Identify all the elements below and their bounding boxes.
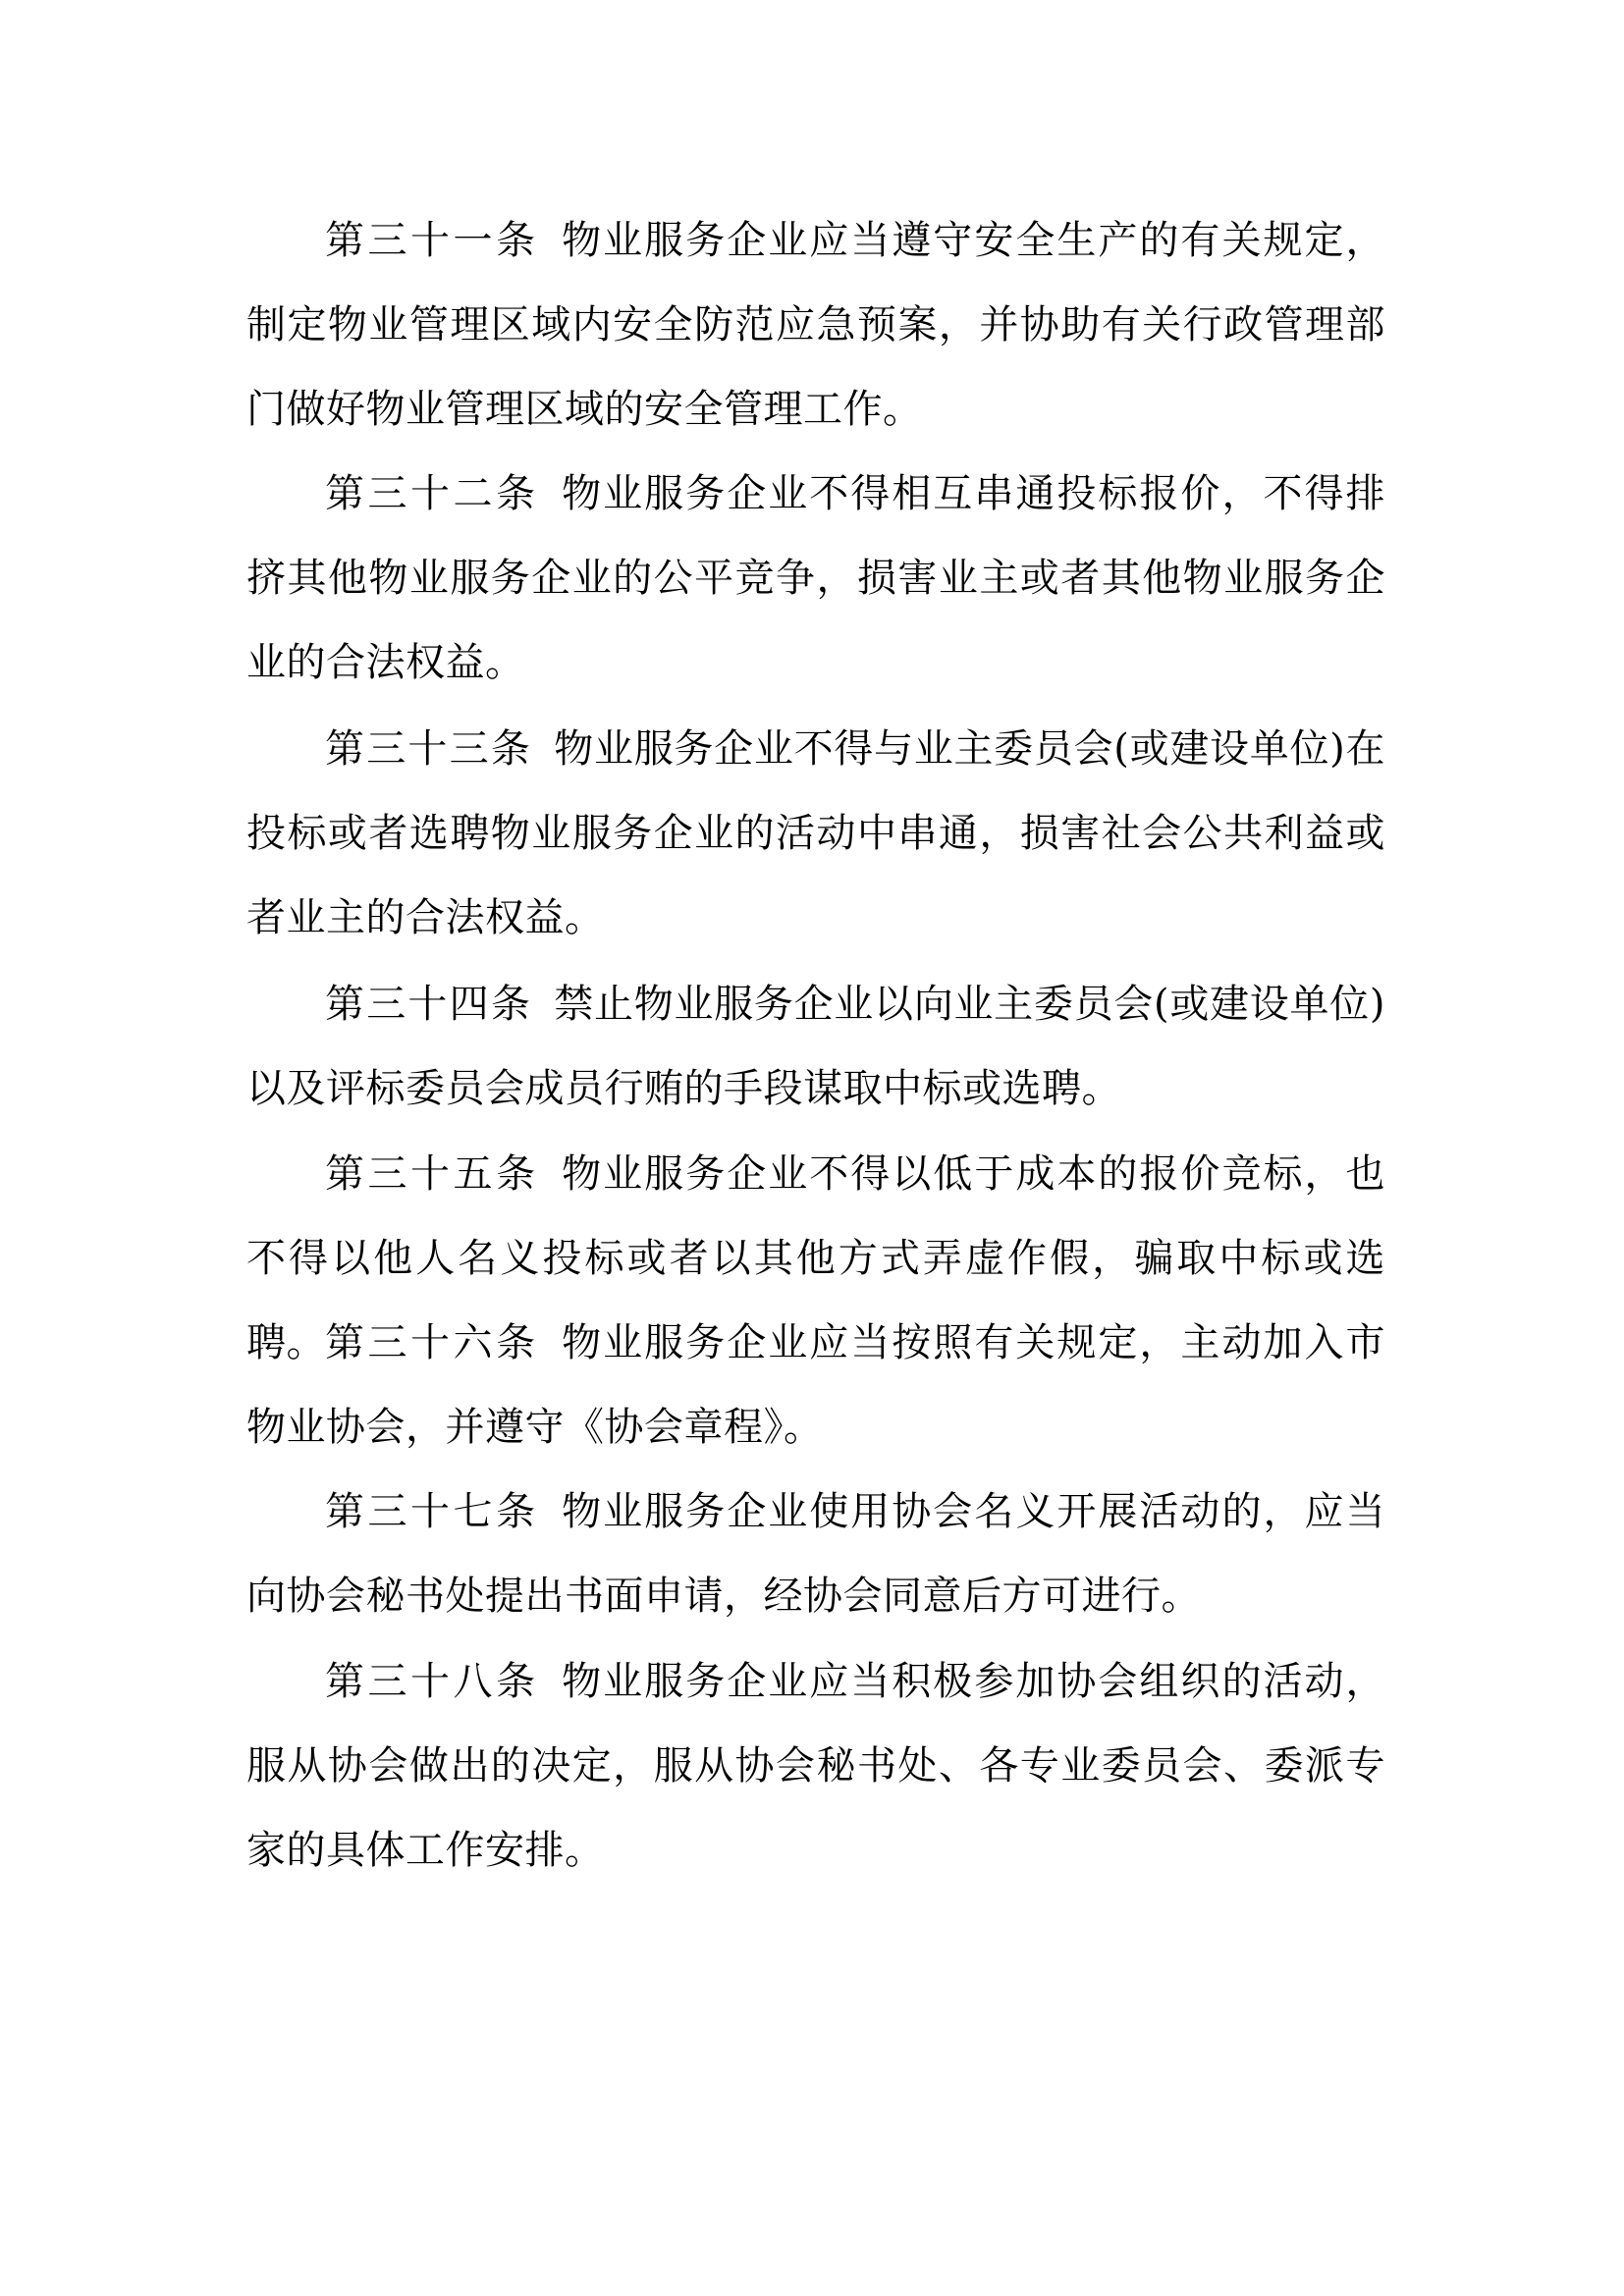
article-31	[246, 198, 1385, 452]
article-33	[246, 707, 1385, 960]
article-37	[246, 1469, 1385, 1638]
article-number: 第三十六条	[325, 1320, 539, 1365]
article-number: 第三十二条	[325, 471, 539, 516]
article-text: 物业服务企业不得与业主委员会(或建设单位)在投标或者选聘物业服务企业的活动中串通，损害社会公共利益或者业主的合法权益。	[246, 726, 1385, 940]
article-number: 第三十四条	[325, 982, 533, 1027]
article-text: 物业服务企业应当按照有关规定，主动加入市物业协会，并遵守《协会章程》。	[246, 1320, 1386, 1450]
article-text: 禁止物业服务企业以向业主委员会(或建设单位)以及评标委员会成员行贿的手段谋取中标或选聘。	[246, 982, 1385, 1111]
article-38	[246, 1639, 1385, 1893]
article-number: 第三十五条	[325, 1151, 539, 1197]
article-text: 物业服务企业应当遵守安全生产的有关规定，制定物业管理区域内安全防范应急预案，并协助有关行政管理部门做好物业管理区域的安全管理工作。	[246, 218, 1386, 432]
article-36	[246, 1301, 1385, 1469]
article-34	[246, 962, 1385, 1131]
article-number: 第三十七条	[325, 1489, 539, 1534]
article-text: 物业服务企业使用协会名义开展活动的，应当向协会秘书处提出书面申请，经协会同意后方可进行。	[246, 1489, 1386, 1619]
article-number: 第三十一条	[325, 218, 539, 263]
article-number: 第三十三条	[325, 726, 533, 772]
article-text: 物业服务企业不得以低于成本的报价竞标，也不得以他人名义投标或者以其他方式弄虚作假，骗取中标或选聘。	[246, 1151, 1386, 1365]
article-number: 第三十八条	[325, 1659, 539, 1704]
article-text: 物业服务企业应当积极参加协会组织的活动，服从协会做出的决定，服从协会秘书处、各专业委员会、委派专家的具体工作安排。	[246, 1659, 1386, 1873]
article-32	[246, 452, 1385, 705]
article-text: 物业服务企业不得相互串通投标报价，不得排挤其他物业服务企业的公平竞争，损害业主或者其他物业服务企业的合法权益。	[246, 471, 1386, 685]
